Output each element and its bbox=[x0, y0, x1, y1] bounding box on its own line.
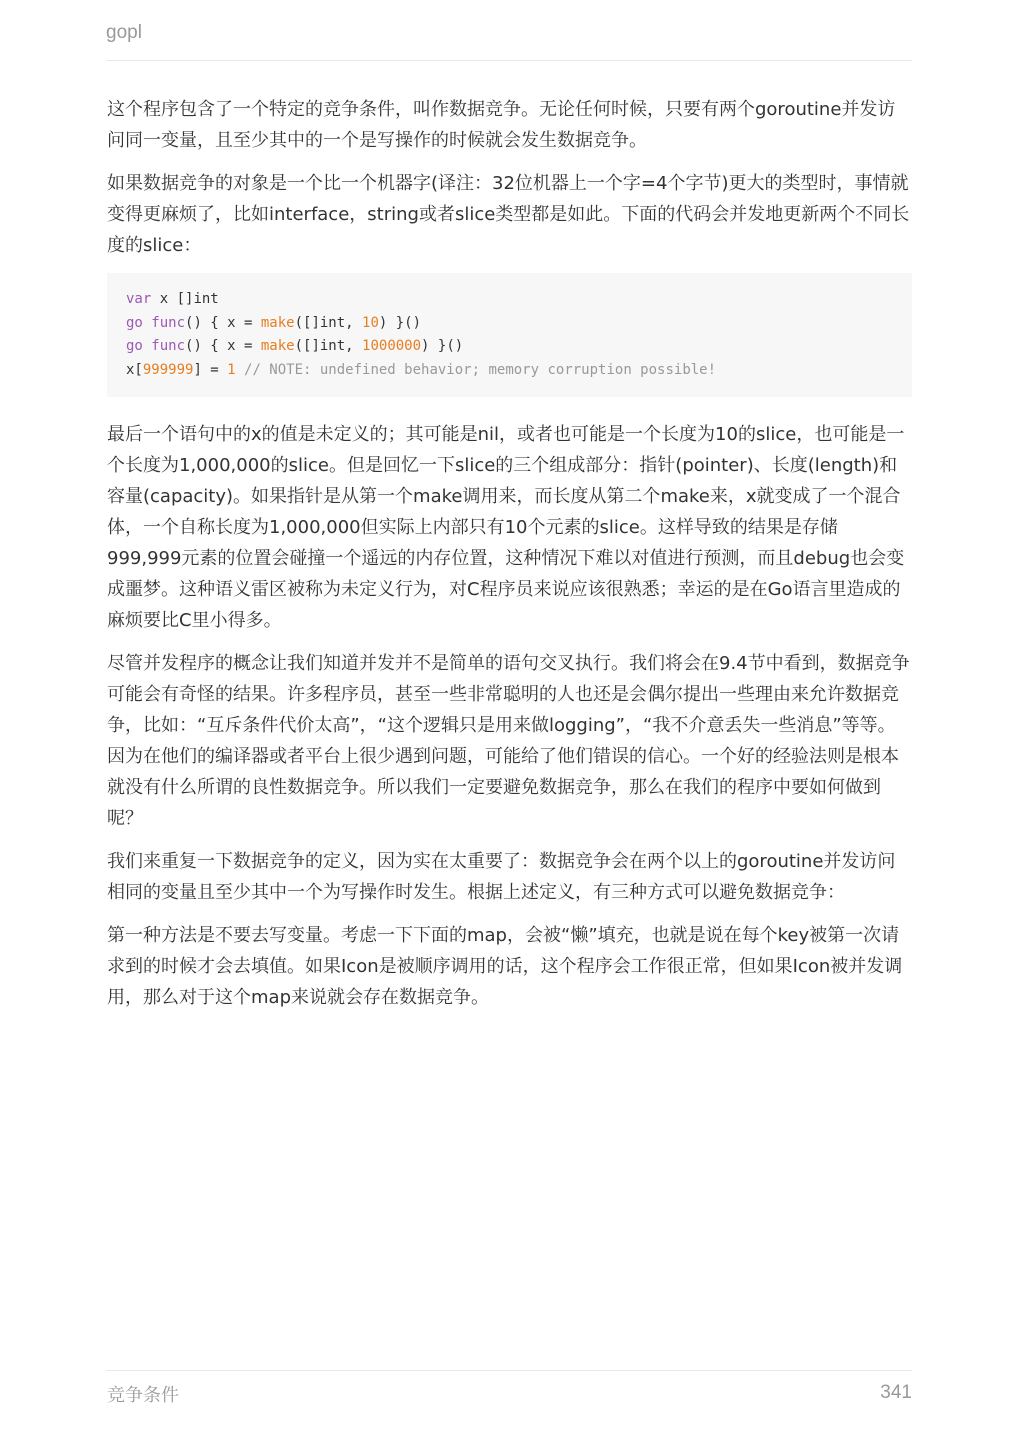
code-keyword: go bbox=[126, 314, 143, 331]
running-header: gopl bbox=[106, 22, 142, 43]
page-number: 341 bbox=[880, 1382, 912, 1403]
code-line-3 bbox=[126, 338, 463, 354]
paragraph: 这个程序包含了一个特定的竞争条件，叫作数据竞争。无论任何时候，只要有两个goroutine并发访问同一变量，且至少其中的一个是写操作的时候就会发生数据竞争。 bbox=[107, 99, 896, 151]
code-text: ) }() bbox=[421, 338, 464, 354]
code-keyword: func bbox=[151, 314, 186, 331]
code-text: ([]int, bbox=[294, 314, 363, 331]
code-line-2 bbox=[126, 315, 421, 331]
header-divider bbox=[106, 60, 912, 61]
code-number: 10 bbox=[362, 314, 379, 331]
code-text: ([]int, bbox=[294, 338, 363, 354]
code-keyword: var bbox=[126, 291, 152, 307]
code-block bbox=[107, 273, 912, 397]
code-line-1 bbox=[126, 291, 219, 307]
code-text: ] = bbox=[193, 361, 228, 378]
footer-chapter-title: 竞争条件 bbox=[107, 1385, 179, 1406]
code-text: () { x = bbox=[185, 338, 261, 354]
code-number: 999999 bbox=[142, 361, 194, 378]
code-keyword: func bbox=[151, 338, 186, 354]
paragraph: 尽管并发程序的概念让我们知道并发并不是简单的语句交叉执行。我们将会在9.4节中看到，数据竞争可能会有奇怪的结果。许多程序员，甚至一些非常聪明的人也还是会偶尔提出一些理由来允许数据竞争，比如：“互斥条件代价太高”，“这个逻辑只是用来做logging”，“我不介意丢失一些消息”等等。因为在他们的编译器或者平台上很少遇到问题，可能给了他们错误的信心。一个好的经验法则是根本就没有什么所谓的良性数据竞争。所以我们一定要避免数据竞争，那么在我们的程序中要如何做到呢？ bbox=[107, 653, 910, 829]
paragraph: 如果数据竞争的对象是一个比一个机器字(译注：32位机器上一个字=4个字节)更大的类型时，事情就变得更麻烦了，比如interface，string或者slice类型都是如此。下面的代码会并发地更新两个不同长度的slice： bbox=[107, 173, 910, 256]
code-number: 1000000 bbox=[362, 338, 422, 354]
footer-divider bbox=[106, 1370, 912, 1371]
code-text: () { x = bbox=[185, 314, 261, 331]
paragraph: 第一种方法是不要去写变量。考虑一下下面的map，会被“懒”填充，也就是说在每个key被第一次请求到的时候才会去填值。如果Icon是被顺序调用的话，这个程序会工作很正常，但如果Icon被并发调用，那么对于这个map来说就会存在数据竞争。 bbox=[107, 925, 903, 1008]
code-comment: // NOTE: undefined behavior; memory corruption possible! bbox=[235, 361, 717, 378]
code-text: x[ bbox=[126, 361, 143, 378]
paragraph: 最后一个语句中的x的值是未定义的；其可能是nil，或者也可能是一个长度为10的slice，也可能是一个长度为1,000,000的slice。但是回忆一下slice的三个组成部分：指针(pointer)、长度(length)和容量(capacity)。如果指针是从第一个make调用来，而长度从第二个make来，x就变成了一个混合体，一个自称长度为1,000,000但实际上内部只有10个元素的slice。这样导致的结果是存储999,999元素的位置会碰撞一个遥远的内存位置，这种情况下难以对值进行预测，而且debug也会变成噩梦。这种语义雷区被称为未定义行为，对C程序员来说应该很熟悉；幸运的是在Go语言里造成的麻烦要比C里小得多。 bbox=[107, 424, 905, 631]
code-text: ) }() bbox=[378, 314, 422, 331]
code-number: 1 bbox=[227, 361, 236, 378]
code-builtin: make bbox=[260, 314, 295, 331]
code-line-4 bbox=[126, 362, 716, 378]
code-builtin: make bbox=[260, 338, 295, 354]
code-keyword: go bbox=[126, 338, 143, 354]
page-content bbox=[107, 94, 912, 1025]
code-text: x []int bbox=[151, 291, 219, 307]
paragraph: 我们来重复一下数据竞争的定义，因为实在太重要了：数据竞争会在两个以上的goroutine并发访问相同的变量且至少其中一个为写操作时发生。根据上述定义，有三种方式可以避免数据竞争： bbox=[107, 851, 896, 903]
